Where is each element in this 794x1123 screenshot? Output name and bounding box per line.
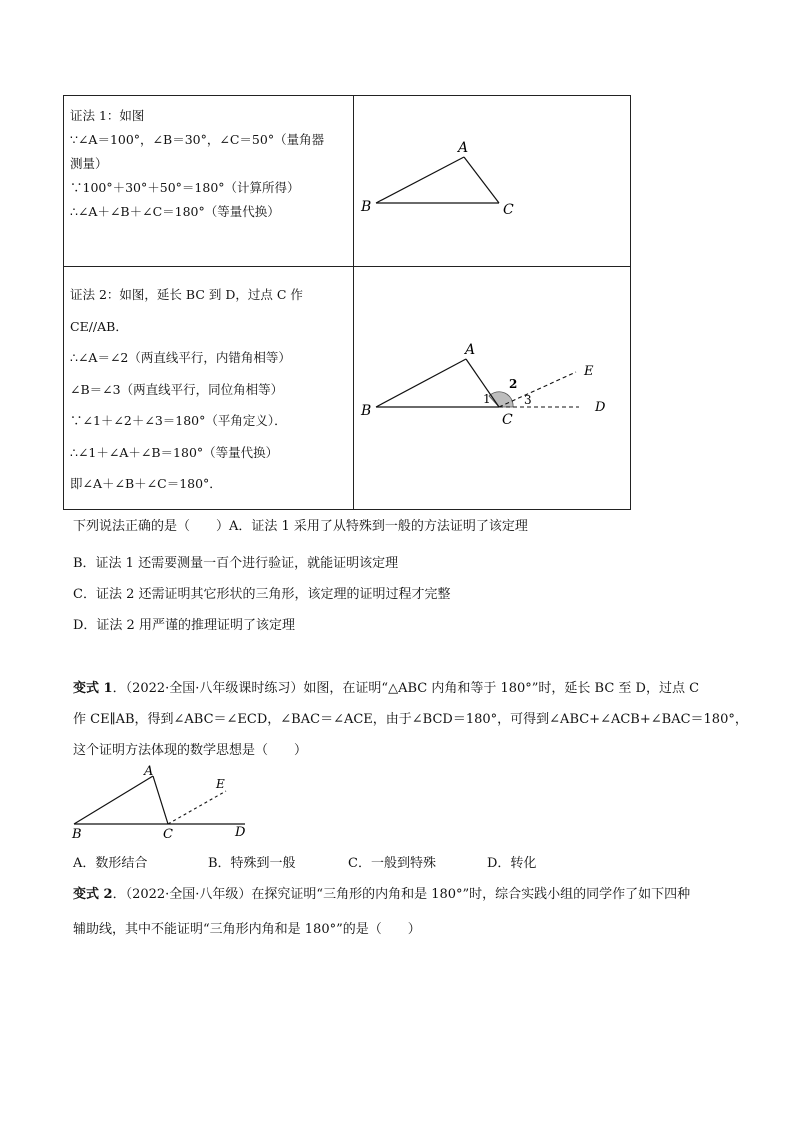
proof1-lines xyxy=(64,96,353,224)
label-angle-1: 1 xyxy=(483,392,491,406)
question-option-c: C．证法 2 还需证明其它形状的三角形，该定理的证明过程才完整 xyxy=(73,587,451,602)
label-b: B xyxy=(72,827,82,842)
label-b: B xyxy=(361,403,372,419)
question-option-d: D．证法 2 用严谨的推理证明了该定理 xyxy=(73,618,295,633)
proof1-line: 测量） xyxy=(70,156,108,171)
proof2-lines xyxy=(64,267,353,500)
segment-ac xyxy=(464,157,499,203)
parallel-ce xyxy=(168,791,226,824)
variant1-option-d: D．转化 xyxy=(487,856,537,871)
proof2-line: ∵∠1＋∠2＋∠3＝180°（平角定义）． xyxy=(70,413,287,428)
variant1-option-b: B．特殊到一般 xyxy=(208,856,296,871)
proof2-line: 证法 2：如图，延长 BC 到 D，过点 C 作 xyxy=(70,287,303,302)
proof2-line: 即∠A＋∠B＋∠C＝180°． xyxy=(70,476,222,491)
variant1-label: 变式 1 xyxy=(73,681,113,696)
proof2-text-cell xyxy=(64,267,354,510)
variant1-option-a: A．数形结合 xyxy=(73,856,148,871)
variant1-text: ．（2022·全国·八年级课时练习）如图，在证明“△ABC 内角和等于 180°”时，延长 BC 至 D，过点 C xyxy=(112,681,700,696)
label-c: C xyxy=(503,202,514,218)
segment-ab xyxy=(74,776,153,824)
variant1-figure xyxy=(70,760,260,842)
label-e: E xyxy=(216,777,225,791)
proof-table xyxy=(63,95,631,510)
label-d: D xyxy=(595,400,606,415)
proof1-line: ∴∠A＋∠B＋∠C＝180°（等量代换） xyxy=(70,204,280,219)
proof1-text-cell xyxy=(64,96,354,267)
proof2-line: ∴∠1＋∠A＋∠B＝180°（等量代换） xyxy=(70,444,279,460)
proof1-line: 证法 1：如图 xyxy=(70,108,145,123)
proof1-line: ∵∠A＝100°，∠B＝30°，∠C＝50°（量角器 xyxy=(70,132,325,147)
label-d: D xyxy=(235,825,246,840)
proof1-triangle-figure xyxy=(354,96,630,262)
variant1-line-3: 这个证明方法体现的数学思想是（ ） xyxy=(73,743,308,758)
label-b: B xyxy=(361,199,372,215)
variant1-line-2: 作 CE∥AB，得到∠ABC＝∠ECD，∠BAC＝∠ACE，由于∠BCD＝180°，可得到∠ABC+∠ACB+∠BAC＝180°， xyxy=(73,712,748,727)
variant1-line-1 xyxy=(73,677,699,696)
segment-ab xyxy=(376,157,464,203)
label-a: A xyxy=(144,764,154,779)
question-stem: 下列说法正确的是（ ）A．证法 1 采用了从特殊到一般的方法证明了该定理 xyxy=(73,519,528,534)
segment-ab xyxy=(376,359,466,407)
label-c: C xyxy=(502,412,513,428)
variant2-line-1 xyxy=(73,883,690,902)
label-a: A xyxy=(458,140,469,156)
variant2-label: 变式 2 xyxy=(73,887,113,902)
label-e: E xyxy=(584,364,594,379)
proof1-figure-cell xyxy=(354,96,631,267)
question-option-b: B．证法 1 还需要测量一百个进行验证，就能证明该定理 xyxy=(73,556,399,571)
variant2-line-2: 辅助线，其中不能证明“三角形内角和是 180°”的是（ ） xyxy=(73,922,421,937)
variant2-text: ．（2022·全国·八年级）在探究证明“三角形的内角和是 180°”时，综合实践小组的同学作了如下四种 xyxy=(112,887,691,902)
angle-2-shade xyxy=(489,392,513,407)
proof2-line: ∠B＝∠3（两直线平行，同位角相等） xyxy=(70,381,284,397)
proof2-figure-cell xyxy=(354,267,631,510)
variant1-option-c: C．一般到特殊 xyxy=(348,856,436,871)
proof2-line: CE//AB． xyxy=(70,318,128,334)
label-c: C xyxy=(163,827,173,842)
label-angle-2: 2 xyxy=(509,377,518,391)
proof2-triangle-figure xyxy=(354,267,630,505)
proof1-line: ∵100°＋30°＋50°＝180°（计算所得） xyxy=(70,180,300,195)
label-a: A xyxy=(465,342,476,358)
label-angle-3: 3 xyxy=(524,393,532,407)
proof2-line: ∴∠A＝∠2（两直线平行，内错角相等） xyxy=(70,350,291,365)
segment-ac xyxy=(153,776,168,824)
